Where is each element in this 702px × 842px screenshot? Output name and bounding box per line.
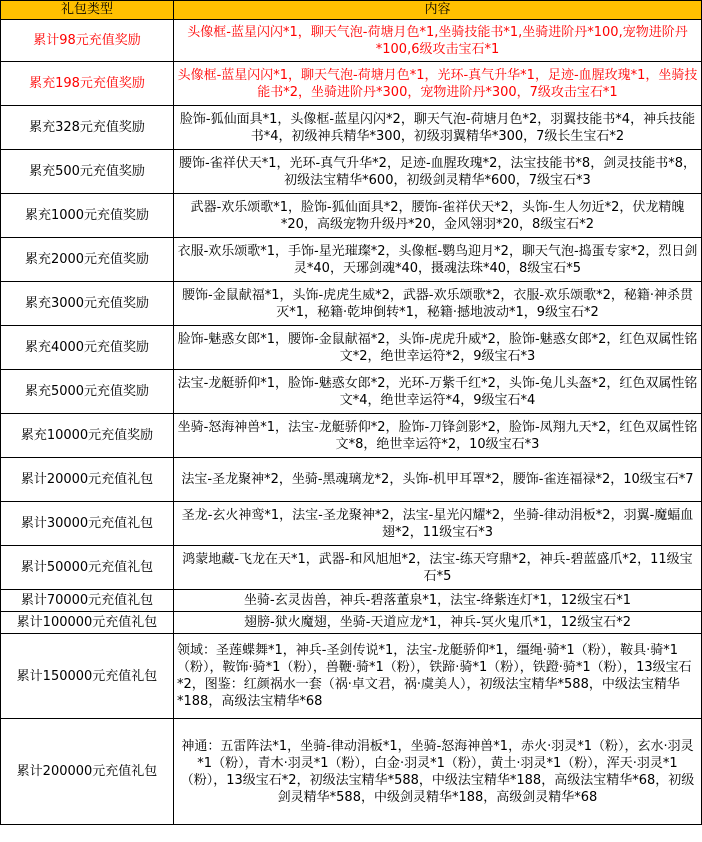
package-type-cell: 累计50000元充值礼包 bbox=[1, 546, 174, 590]
package-type-cell: 累计70000元充值礼包 bbox=[1, 590, 174, 612]
package-content-cell: 头像框-蓝星闪闪*1，聊天气泡-荷塘月色*1,坐骑技能书*1,坐骑进阶丹*100,宠物进阶丹*100,6级攻击宝石*1 bbox=[174, 20, 702, 62]
package-type-cell: 累充198元充值奖励 bbox=[1, 62, 174, 106]
header-row bbox=[1, 1, 702, 20]
table-row bbox=[1, 634, 702, 719]
table-row bbox=[1, 414, 702, 458]
package-content-cell: 衣服-欢乐颂歌*1，手饰-星光璀璨*2，头像框-鹦鸟迎月*2，聊天气泡-捣蛋专家*2，烈日剑灵*40，天琊剑魂*40，摄魂法珠*40，8级宝石*5 bbox=[174, 238, 702, 282]
table-body bbox=[1, 20, 702, 825]
table-row bbox=[1, 719, 702, 825]
package-content-cell: 领域：圣莲蝶舞*1，神兵-圣剑传说*1，法宝-龙艇骄仰*1，缰绳·骑*1（粉），鞍具·骑*1（粉），鞍饰·骑*1（粉），兽鞭·骑*1（粉），铁蹄·骑*1（粉），铁蹬·骑*1（粉），13级宝石*2，图鉴：红颜祸水一套（祸·卓文君，祸·虞美人），初级法宝精华*588，中级法宝精华*188，高级法宝精华*68 bbox=[174, 634, 702, 719]
table-row bbox=[1, 20, 702, 62]
package-type-cell: 累充1000元充值奖励 bbox=[1, 194, 174, 238]
package-type-cell: 累充10000元充值奖励 bbox=[1, 414, 174, 458]
package-content-cell: 神通：五雷阵法*1，坐骑-律动涓板*1，坐骑-怒海神兽*1，赤火·羽灵*1（粉），玄水·羽灵*1（粉），青木·羽灵*1（粉），白金·羽灵*1（粉），黄土·羽灵*1（粉），浑天·羽灵*1（粉），13级宝石*2，初级法宝精华*588，中级法宝精华*188，高级法宝精华*68，初级剑灵精华*588，中级剑灵精华*188，高级剑灵精华*68 bbox=[174, 719, 702, 825]
package-type-cell: 累计200000元充值礼包 bbox=[1, 719, 174, 825]
table-row bbox=[1, 612, 702, 634]
table-row bbox=[1, 370, 702, 414]
table-row bbox=[1, 502, 702, 546]
package-content-cell: 脸饰-狐仙面具*1，头像框-蓝星闪闪*2，聊天气泡-荷塘月色*2，羽翼技能书*4，神兵技能书*4，初级神兵精华*300，初级羽翼精华*300，7级长生宝石*2 bbox=[174, 106, 702, 150]
table-row bbox=[1, 326, 702, 370]
package-type-cell: 累充3000元充值奖励 bbox=[1, 282, 174, 326]
table-row bbox=[1, 238, 702, 282]
package-type-cell: 累计30000元充值礼包 bbox=[1, 502, 174, 546]
table-row bbox=[1, 282, 702, 326]
package-content-cell: 武器-欢乐颂歌*1，脸饰-狐仙面具*2，腰饰-雀祥伏天*2，头饰-生人勿近*2，伏龙精魄*20，高级宠物升级丹*20，金风翎羽*20，8级宝石*2 bbox=[174, 194, 702, 238]
package-type-cell: 累计100000元充值礼包 bbox=[1, 612, 174, 634]
package-type-cell: 累充5000元充值奖励 bbox=[1, 370, 174, 414]
package-type-cell: 累充500元充值奖励 bbox=[1, 150, 174, 194]
table-row bbox=[1, 62, 702, 106]
package-content-cell: 法宝-龙艇骄仰*1，脸饰-魅惑女郎*2，光环-万紫千红*2，头饰-兔儿头盔*2，红色双属性铭文*4，绝世幸运符*4，9级宝石*4 bbox=[174, 370, 702, 414]
table-row bbox=[1, 546, 702, 590]
package-content-cell: 坐骑-怒海神兽*1，法宝-龙艇骄仰*2，脸饰-刀锋剑影*2，脸饰-凤翔九天*2，红色双属性铭文*8，绝世幸运符*2，10级宝石*3 bbox=[174, 414, 702, 458]
table-row bbox=[1, 106, 702, 150]
package-content-cell: 法宝-圣龙聚神*2，坐骑-黑魂璃龙*2，头饰-机甲耳罩*2，腰饰-雀连福禄*2，10级宝石*7 bbox=[174, 458, 702, 502]
package-content-cell: 翅膀-狱火魔翅，坐骑-天道应龙*1，神兵-冥火鬼爪*1，12级宝石*2 bbox=[174, 612, 702, 634]
package-content-cell: 圣龙-玄火神鸾*1，法宝-圣龙聚神*2，法宝-星光闪耀*2，坐骑-律动涓板*2，羽翼-魔蝠血翅*2，11级宝石*3 bbox=[174, 502, 702, 546]
table-row bbox=[1, 194, 702, 238]
package-type-cell: 累充4000元充值奖励 bbox=[1, 326, 174, 370]
package-type-cell: 累计20000元充值礼包 bbox=[1, 458, 174, 502]
package-type-cell: 累计150000元充值礼包 bbox=[1, 634, 174, 719]
package-content-cell: 腰饰-雀祥伏天*1，光环-真气升华*2，足迹-血腥玫瑰*2，法宝技能书*8，剑灵技能书*8，初级法宝精华*600，初级剑灵精华*600，7级宝石*3 bbox=[174, 150, 702, 194]
package-type-cell: 累充328元充值奖励 bbox=[1, 106, 174, 150]
package-content-cell: 坐骑-玄灵齿兽，神兵-碧落董泉*1，法宝-绛紫连灯*1，12级宝石*1 bbox=[174, 590, 702, 612]
table-row bbox=[1, 590, 702, 612]
header-package-type: 礼包类型 bbox=[1, 1, 174, 20]
package-type-cell: 累计98元充值奖励 bbox=[1, 20, 174, 62]
package-content-cell: 脸饰-魅惑女郎*1，腰饰-金鼠献福*2，头饰-虎虎升威*2，脸饰-魅惑女郎*2，红色双属性铭文*2，绝世幸运符*2，9级宝石*3 bbox=[174, 326, 702, 370]
package-content-cell: 头像框-蓝星闪闪*1，聊天气泡-荷塘月色*1，光环-真气升华*1，足迹-血腥玫瑰*1，坐骑技能书*2，坐骑进阶丹*300，宠物进阶丹*300，7级攻击宝石*1 bbox=[174, 62, 702, 106]
package-content-cell: 腰饰-金鼠献福*1，头饰-虎虎生威*2，武器-欢乐颂歌*2，衣服-欢乐颂歌*2，秘籍·神杀贯灭*1，秘籍·乾坤倒转*1，秘籍·撼地波动*1，9级宝石*2 bbox=[174, 282, 702, 326]
table-row bbox=[1, 150, 702, 194]
header-content: 内容 bbox=[174, 1, 702, 20]
table-row bbox=[1, 458, 702, 502]
package-content-cell: 鸿蒙地藏-飞龙在天*1，武器-和风旭旭*2，法宝-练天穹鼎*2，神兵-碧蓝盛爪*2，11级宝石*5 bbox=[174, 546, 702, 590]
package-type-cell: 累充2000元充值奖励 bbox=[1, 238, 174, 282]
